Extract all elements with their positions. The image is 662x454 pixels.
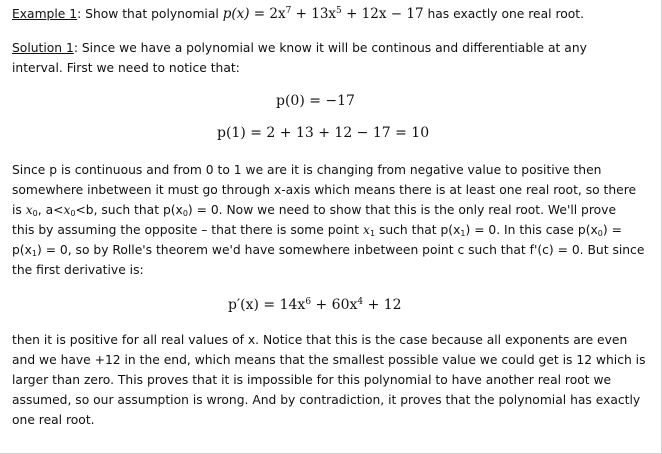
solution-line-1: Solution 1: Since we have a polynomial we know it will be continous and differentiable at any <box>12 41 587 55</box>
example-label: Example 1 <box>12 7 78 21</box>
example-statement <box>12 6 584 22</box>
para1-line-2: somewhere inbetween it must go through x-axis which means there is at least one real root, so there <box>12 183 637 197</box>
example-text-before: : Show that polynomial <box>77 7 223 21</box>
example-polynomial: $p(x) = 2x^7 + 13x^5 + 12x - 17$ <box>222 6 424 22</box>
para1-line-6: the first derivative is: <box>12 263 144 277</box>
para1-line-3: is $x_0$, $a<x_0<b$, such that $p(x_0) = 0$. Now we need to show that this is the only real root. We'll prove <box>12 203 617 218</box>
para2-line-3: larger than zero. This proves that it is impossible for this polynomial to have another real root we <box>12 373 612 387</box>
para1-line-5: $p(x_1) = 0$, so by Rolle's theorem we'd have somewhere inbetween point c such that f'(c) = 0. But since <box>12 243 645 258</box>
example-text-after: has exactly one real root. <box>423 7 585 21</box>
equation-p1: p(1) = 2 + 13 + 12 − 17 = 10 <box>217 125 430 141</box>
solution-line-2: interval. First we need to notice that: <box>12 61 240 75</box>
solution-label: Solution 1 <box>12 41 74 55</box>
equation-p0: p(0) = −17 <box>276 93 355 109</box>
para1-line-1: Since p is continuous and from 0 to 1 we are it is changing from negative value to positive then <box>12 163 602 177</box>
para1-line-4: this by assuming the opposite – that there is some point $x_1$ such that $p(x_1) = 0$. In this case $p(x_0)$ = <box>12 223 622 238</box>
para2-line-2: and we have +12 in the end, which means that the smallest possible value we could get is 12 which is <box>12 353 646 367</box>
equation-derivative: $p'(x) = 14x^6 + 60x^4 + 12$ <box>228 297 402 313</box>
para2-line-1: then it is positive for all real values of x. Notice that this is the case because all exponents are even <box>12 333 628 347</box>
para2-line-5: one real root. <box>12 413 95 427</box>
para2-line-4: assumed, so our assumption is wrong. And by contradiction, it proves that the polynomial has exactly <box>12 393 641 407</box>
